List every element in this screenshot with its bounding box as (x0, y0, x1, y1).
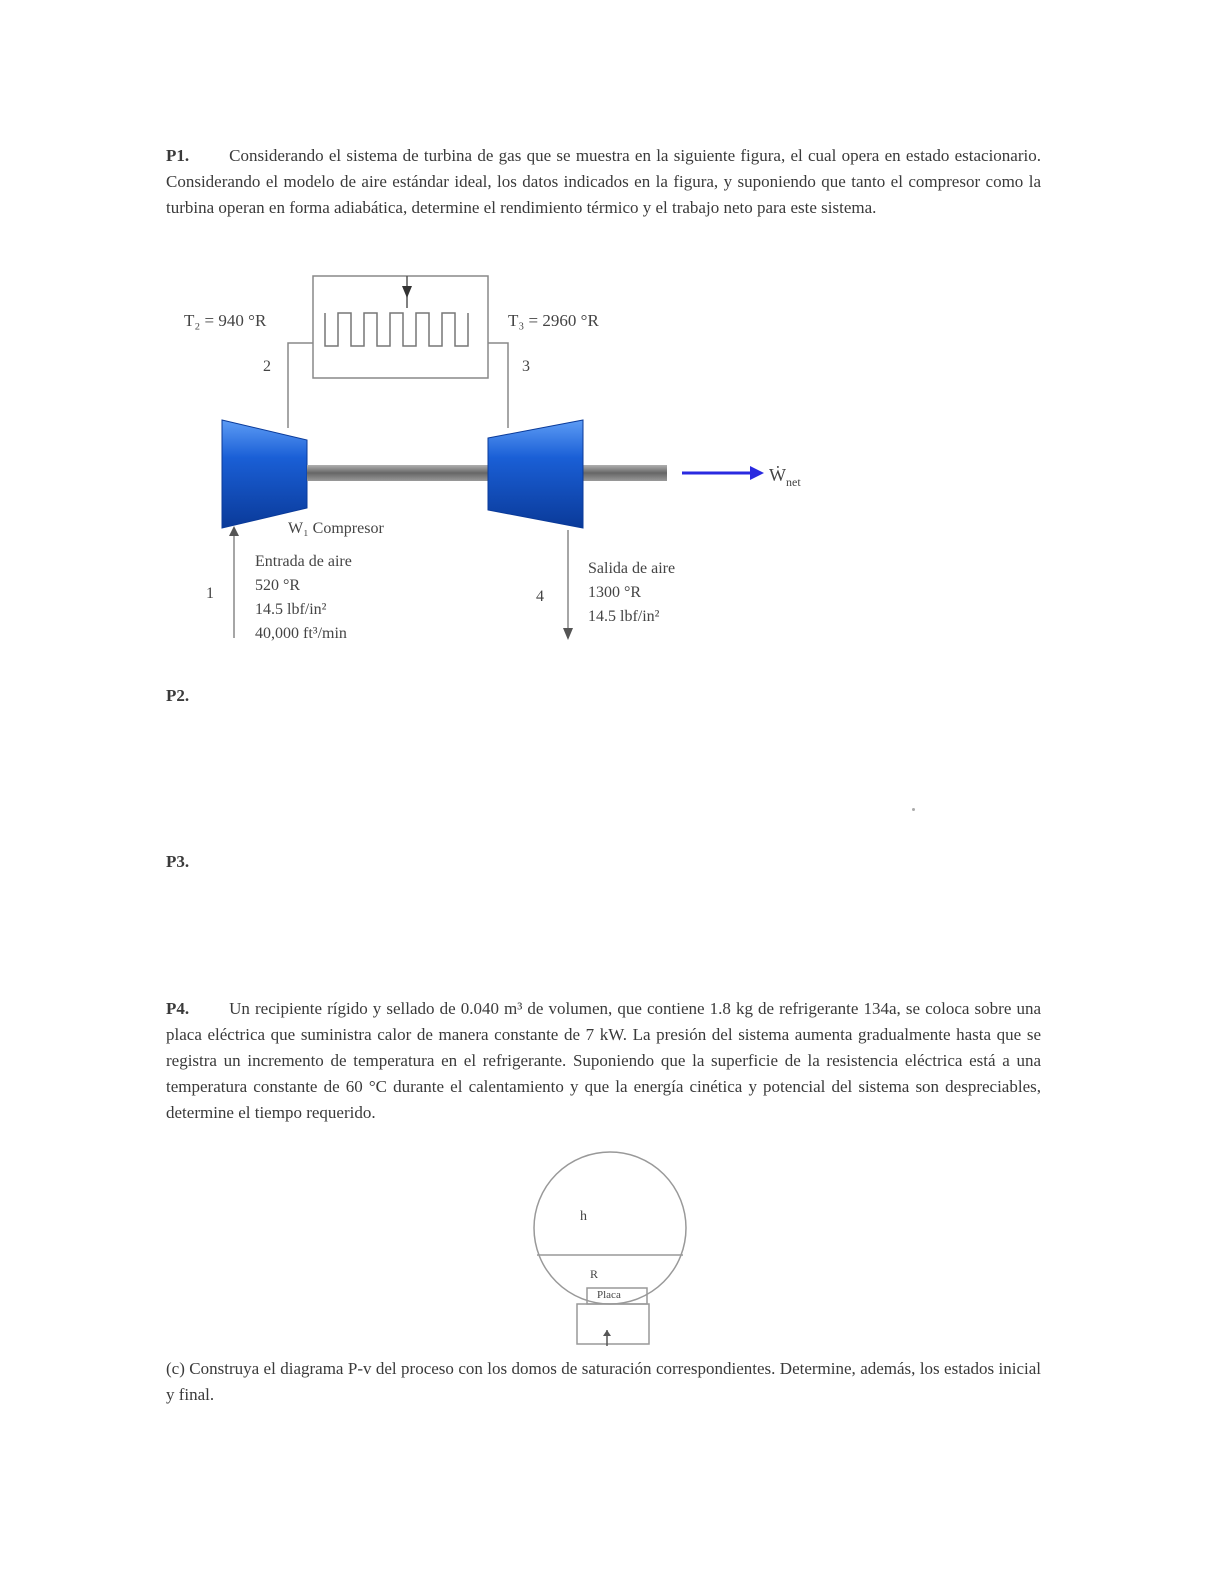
t2-label: T₂ = 940 °R (184, 311, 267, 330)
tank-outline (534, 1152, 686, 1304)
problem-1-label: P1. (166, 146, 190, 165)
problem-3-label: P3. (166, 852, 190, 871)
turbine (488, 420, 583, 528)
t3-label: T₃ = 2960 °R (508, 311, 599, 330)
pipe-2 (288, 343, 313, 428)
net-work-subscript: net (786, 475, 801, 489)
outlet-line-3: 14.5 lbf/in² (588, 608, 660, 625)
heater-base (577, 1304, 649, 1344)
footnote-text: (c) Construya el diagrama P-v del proceso con los domos de saturación correspondientes. Determine, además, los estados inicial y final. (166, 1359, 1041, 1404)
tank-diagram (525, 1150, 700, 1355)
state-3-label: 3 (522, 358, 530, 375)
combustion-chamber (313, 276, 488, 378)
state-2-label: 2 (263, 358, 271, 375)
pipe-3 (488, 343, 508, 428)
problem-4-text (166, 996, 1041, 1126)
shaft (307, 465, 667, 481)
outlet-line-2: 1300 °R (588, 584, 642, 601)
state-1-label: 1 (206, 585, 214, 602)
net-work-label (769, 464, 801, 489)
heat-exchanger-coil (325, 313, 468, 346)
problem-2-label: P2. (166, 686, 190, 705)
heat-input-arrow (402, 286, 412, 298)
stray-mark (912, 808, 915, 811)
net-work-symbol: Ẇ (769, 465, 786, 485)
heater-label: Placa (597, 1289, 621, 1301)
problem-1-text (166, 143, 1041, 221)
problem-4-label: P4. (166, 999, 190, 1018)
gas-turbine-diagram (170, 268, 830, 663)
inlet-line-3: 14.5 lbf/in² (255, 601, 327, 618)
state-4-label: 4 (536, 588, 544, 605)
inlet-line-2: 520 °R (255, 577, 301, 594)
compressor (222, 420, 307, 528)
problem-4-body: Un recipiente rígido y sellado de 0.040 m³ de volumen, que contiene 1.8 kg de refrigerante 134a, se coloca sobre una placa eléctrica que suministra calor de manera constante de 7 kW. La presión del sistema aumenta gradualmente hasta que se registra un incremento de temperatura en el refrigerante. Suponiendo que la superficie de la resistencia eléctrica está a una temperatura constante de 60 °C durante el calentamiento y que la energía cinética y potencial del sistema son despreciables, determine el tiempo requerido. (166, 999, 1041, 1122)
compressor-label: W₁ Compresor (288, 520, 384, 537)
inlet-line-4: 40,000 ft³/min (255, 625, 347, 642)
inlet-line-1: Entrada de aire (255, 553, 352, 570)
tank-top-label: h (580, 1209, 587, 1224)
problem-1-body: Considerando el sistema de turbina de gas que se muestra en la siguiente figura, el cual opera en estado estacionario. Considerando el modelo de aire estándar ideal, los datos indicados en la figura, y suponiendo que tanto el compresor como la turbina operan en forma adiabática, determine el rendimiento térmico y el trabajo neto para este sistema. (166, 146, 1041, 217)
tank-bottom-label: R (590, 1267, 599, 1281)
outlet-line-1: Salida de aire (588, 560, 676, 577)
